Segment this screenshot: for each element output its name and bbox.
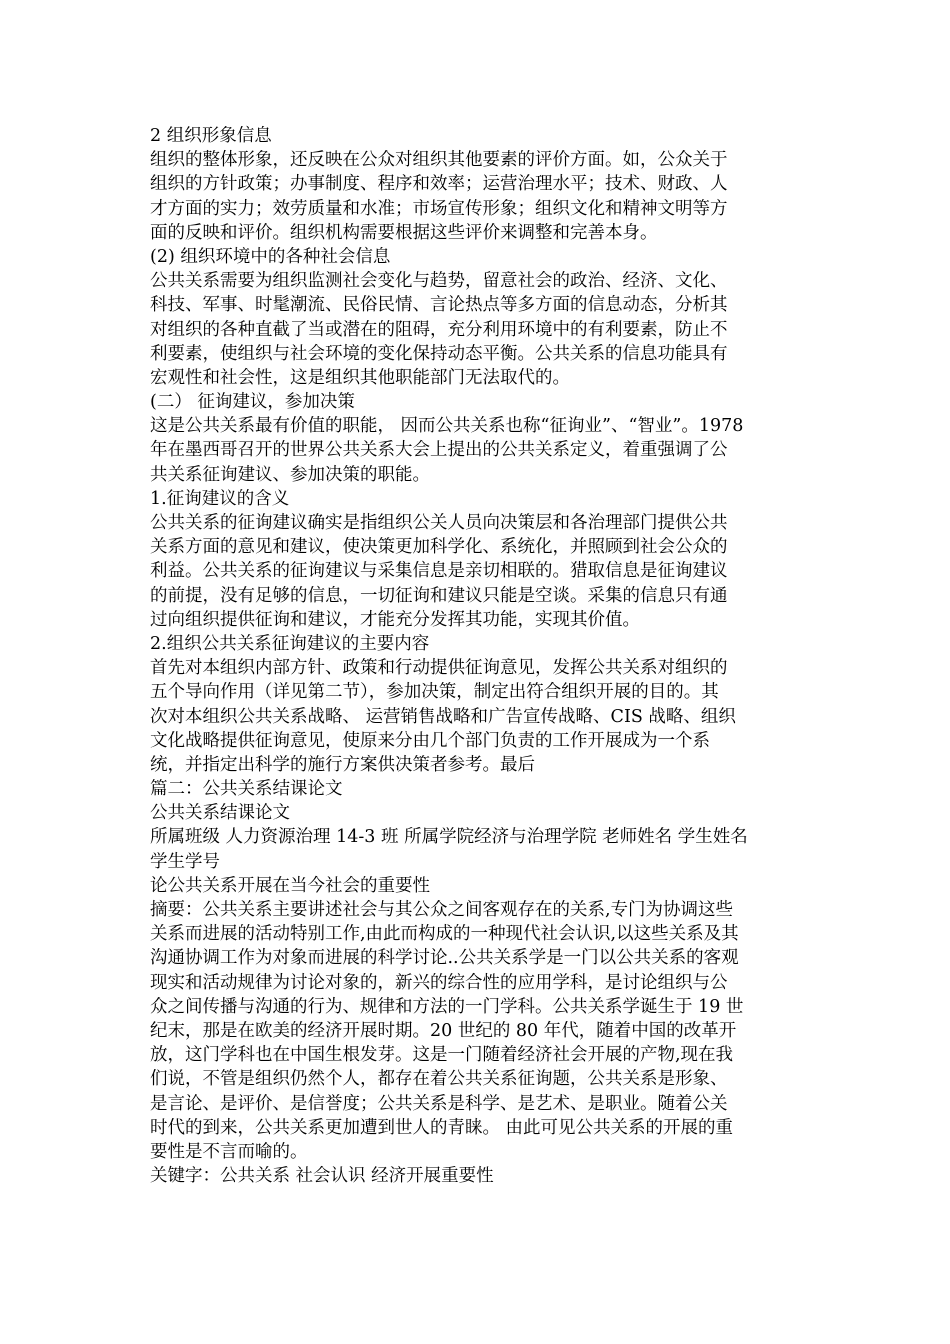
paragraph-line: 对组织的各种直截了当或潜在的阻碍，充分利用环境中的有利要素，防止不: [150, 319, 728, 340]
abstract-line: 纪末，那是在欧美的经济开展时期。20 世纪的 80 年代，随着中国的改革开: [150, 1020, 737, 1041]
paragraph-line: 组织的整体形象，还反映在公众对组织其他要素的评价方面。如，公众关于: [150, 150, 728, 171]
heading-social-info: (2) 组织环境中的各种社会信息: [150, 246, 391, 267]
abstract-line: 摘要：公共关系主要讲述社会与其公众之间客观存在的关系,专门为协调这些: [150, 900, 734, 920]
author-info-line: 所属班级 人力资源治理 14-3 班 所属学院经济与治理学院 老师姓名 学生姓名: [150, 827, 748, 848]
paragraph-line: 宏观性和社会性，这是组织其他职能部门无法取代的。: [150, 367, 570, 388]
keywords-line: 关键字：公共关系 社会认识 经济开展重要性: [150, 1166, 494, 1187]
paragraph-line: 公共关系的征询建议确实是指组织公关人员向决策层和各治理部门提供公共: [150, 513, 728, 533]
paragraph-line: 首先对本组织内部方针、政策和行动提供征询意见，发挥公共关系对组织的: [150, 658, 728, 679]
paragraph-line: 年在墨西哥召开的世界公共关系大会上提出的公共关系定义，着重强调了公: [150, 440, 728, 461]
essay-title: 论公共关系开展在当今社会的重要性: [150, 875, 430, 896]
document-page: [150, 124, 800, 1188]
paragraph-line: 利益。公共关系的征询建议与采集信息是亲切相联的。猎取信息是征询建议: [150, 561, 728, 582]
paragraph-line: 面的反映和评价。组织机构需要根据这些评价来调整和完善本身。: [150, 222, 658, 243]
paper-title: 公共关系结课论文: [150, 803, 290, 824]
paragraph-line: 利要素，使组织与社会环境的变化保持动态平衡。公共关系的信息功能具有: [150, 343, 728, 364]
paragraph-line: 次对本组织公共关系战略、 运营销售战略和广告宣传战略、CIS 战略、组织: [150, 706, 736, 727]
abstract-line: 时代的到来，公共关系更加遭到世人的青睐。 由此可见公共关系的开展的重: [150, 1117, 734, 1138]
abstract-line: 要性是不言而喻的。: [150, 1141, 308, 1162]
paragraph-line: 的前提，没有足够的信息，一切征询和建议只能是空谈。采集的信息只有通: [150, 585, 728, 606]
paragraph-line: 文化战略提供征询意见，使原来分由几个部门负责的工作开展成为一个系: [150, 730, 710, 751]
heading-consult-content: 2.组织公共关系征询建议的主要内容: [150, 633, 430, 654]
abstract-line: 众之间传播与沟通的行为、规律和方法的一门学科。公共关系学诞生于 19 世: [150, 996, 744, 1017]
paragraph-line: 公共关系需要为组织监测社会变化与趋势，留意社会的政治、经济、文化、: [150, 271, 728, 292]
abstract-line: 是言论、是评价、是信誉度；公共关系是科学、是艺术、是职业。随着公关: [150, 1093, 728, 1114]
heading-consult-meaning: 1.征询建议的含义: [150, 488, 290, 509]
paragraph-line: 过向组织提供征询和建议，才能充分发挥其功能，实现其价值。: [150, 609, 640, 630]
heading-org-image-info: 2 组织形象信息: [150, 126, 272, 146]
paragraph-line: 五个导向作用（详见第二节），参加决策，制定出符合组织开展的目的。其: [150, 682, 719, 703]
paragraph-line: 统，并指定出科学的施行方案供决策者参考。最后: [150, 754, 535, 775]
abstract-line: 放，这门学科也在中国生根发芽。这是一门随着经济社会开展的产物,现在我: [150, 1045, 734, 1066]
paragraph-line: 共关系征询建议、参加决策的职能。: [150, 464, 430, 485]
paragraph-line: 关系方面的意见和建议，使决策更加科学化、系统化，并照顾到社会公众的: [150, 537, 728, 558]
paragraph-line: 这是公共关系最有价值的职能， 因而公共关系也称“征询业”、“智业”。1978: [150, 416, 744, 437]
author-info-line: 学生学号: [150, 851, 220, 872]
abstract-line: 沟通协调工作为对象而进展的科学讨论..公共关系学是一门以公共关系的客观: [150, 948, 739, 969]
paragraph-line: 才方面的实力；效劳质量和水准；市场宣传形象；组织文化和精神文明等方: [150, 198, 728, 219]
paragraph-line: 科技、军事、时髦潮流、民俗民情、言论热点等多方面的信息动态，分析其: [150, 295, 728, 316]
abstract-line: 关系而进展的活动特别工作,由此而构成的一种现代社会认识,以这些关系及其: [150, 924, 739, 945]
section-title-part-two: 篇二：公共关系结课论文: [150, 779, 343, 800]
paragraph-line: 组织的方针政策；办事制度、程序和效率；运营治理水平；技术、财政、人: [150, 174, 728, 195]
abstract-line: 们说，不管是组织仍然个人，都存在着公共关系征询题，公共关系是形象、: [150, 1069, 728, 1090]
heading-consult-decision: (二） 征询建议，参加决策: [150, 392, 355, 413]
abstract-line: 现实和活动规律为讨论对象的，新兴的综合性的应用学科，是讨论组织与公: [150, 972, 728, 993]
